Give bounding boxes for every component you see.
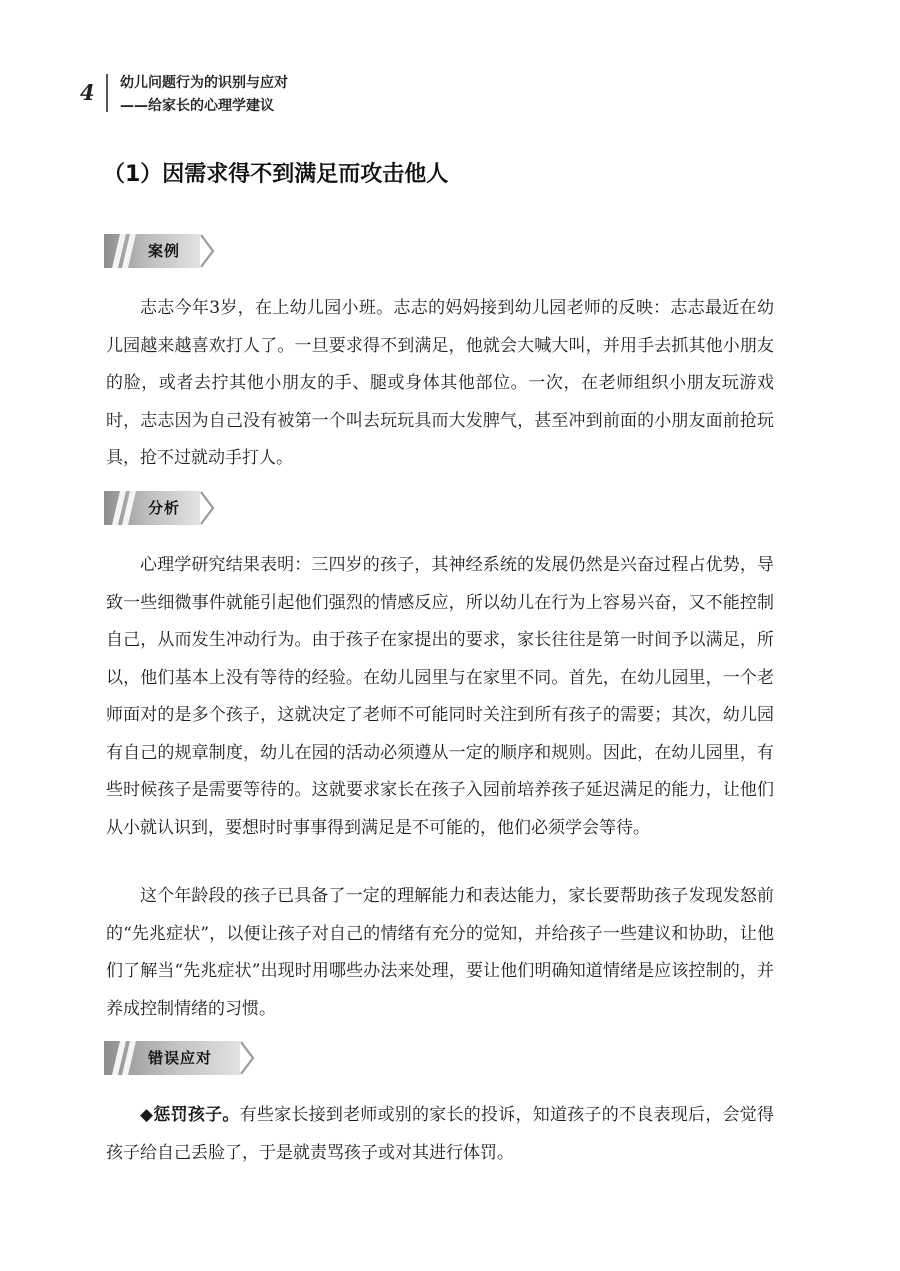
slash-stripes-icon <box>104 1041 148 1075</box>
chevron-right-icon <box>238 1041 256 1075</box>
running-header <box>80 68 480 118</box>
analysis-paragraph-1: 心理学研究结果表明：三四岁的孩子，其神经系统的发展仍然是兴奋过程占优势，导致一些细微事件就能引起他们强烈的情感反应，所以幼儿在行为上容易兴奋，又不能控制自己，从而发生冲动行为。由于孩子在家提出的要求，家长往往是第一时间予以满足，所以，他们基本上没有等待的经验。在幼儿园里与在家里不同。首先，在幼儿园里，一个老师面对的是多个孩子，这就决定了老师不可能同时关注到所有孩子的需要；其次，幼儿园有自己的规章制度，幼儿在园的活动必须遵从一定的顺序和规则。因此，在幼儿园里，有些时候孩子是需要等待的。这就要求家长在孩子入园前培养孩子延迟满足的能力，让他们从小就认识到，要想时时事事得到满足是不可能的，他们必须学会等待。 <box>106 555 774 838</box>
wrong-response-label: 错误应对 <box>148 1049 213 1067</box>
chevron-right-icon <box>198 234 216 268</box>
slash-stripes-icon <box>104 491 148 525</box>
analysis-label: 分析 <box>148 499 181 517</box>
slash-stripes-icon <box>104 234 148 268</box>
page-number: 4 <box>80 80 95 105</box>
book-title: 幼儿问题行为的识别与应对 <box>120 75 288 91</box>
book-subtitle: ——给家长的心理学建议 <box>120 98 274 114</box>
wrong-response-label-tab <box>104 1041 256 1075</box>
case-label-tab <box>104 234 216 268</box>
analysis-label-tab <box>104 491 216 525</box>
bullet-text: 有些家长接到老师或别的家长的投诉，知道孩子的不良表现后，会觉得孩子给自己丢脸了，于是就责骂孩子或对其进行体罚。 <box>106 1105 775 1163</box>
bullet-heading: 惩罚孩子。 <box>153 1105 240 1125</box>
section-heading: （1）因需求得不到满足而攻击他人 <box>103 162 449 187</box>
analysis-paragraph-2: 这个年龄段的孩子已具备了一定的理解能力和表达能力，家长要帮助孩子发现发怒前的“先兆症状”，以便让孩子对自己的情绪有充分的觉知，并给孩子一些建议和协助，让他们了解当“先兆症状”出现时用哪些办法来处理，要让他们明确知道情绪是应该控制的，并养成控制情绪的习惯。 <box>106 886 774 1019</box>
header-divider <box>106 74 108 112</box>
bullet-marker: ◆ <box>140 1105 154 1125</box>
chevron-right-icon <box>198 491 216 525</box>
case-label: 案例 <box>148 242 181 260</box>
wrong-response-bullet <box>106 1097 774 1172</box>
case-paragraph: 志志今年3岁，在上幼儿园小班。志志的妈妈接到幼儿园老师的反映：志志最近在幼儿园越来越喜欢打人了。一旦要求得不到满足，他就会大喊大叫，并用手去抓其他小朋友的脸，或者去拧其他小朋友的手、腿或身体其他部位。一次，在老师组织小朋友玩游戏时，志志因为自己没有被第一个叫去玩玩具而大发脾气，甚至冲到前面的小朋友面前抢玩具，抢不过就动手打人。 <box>106 298 774 468</box>
